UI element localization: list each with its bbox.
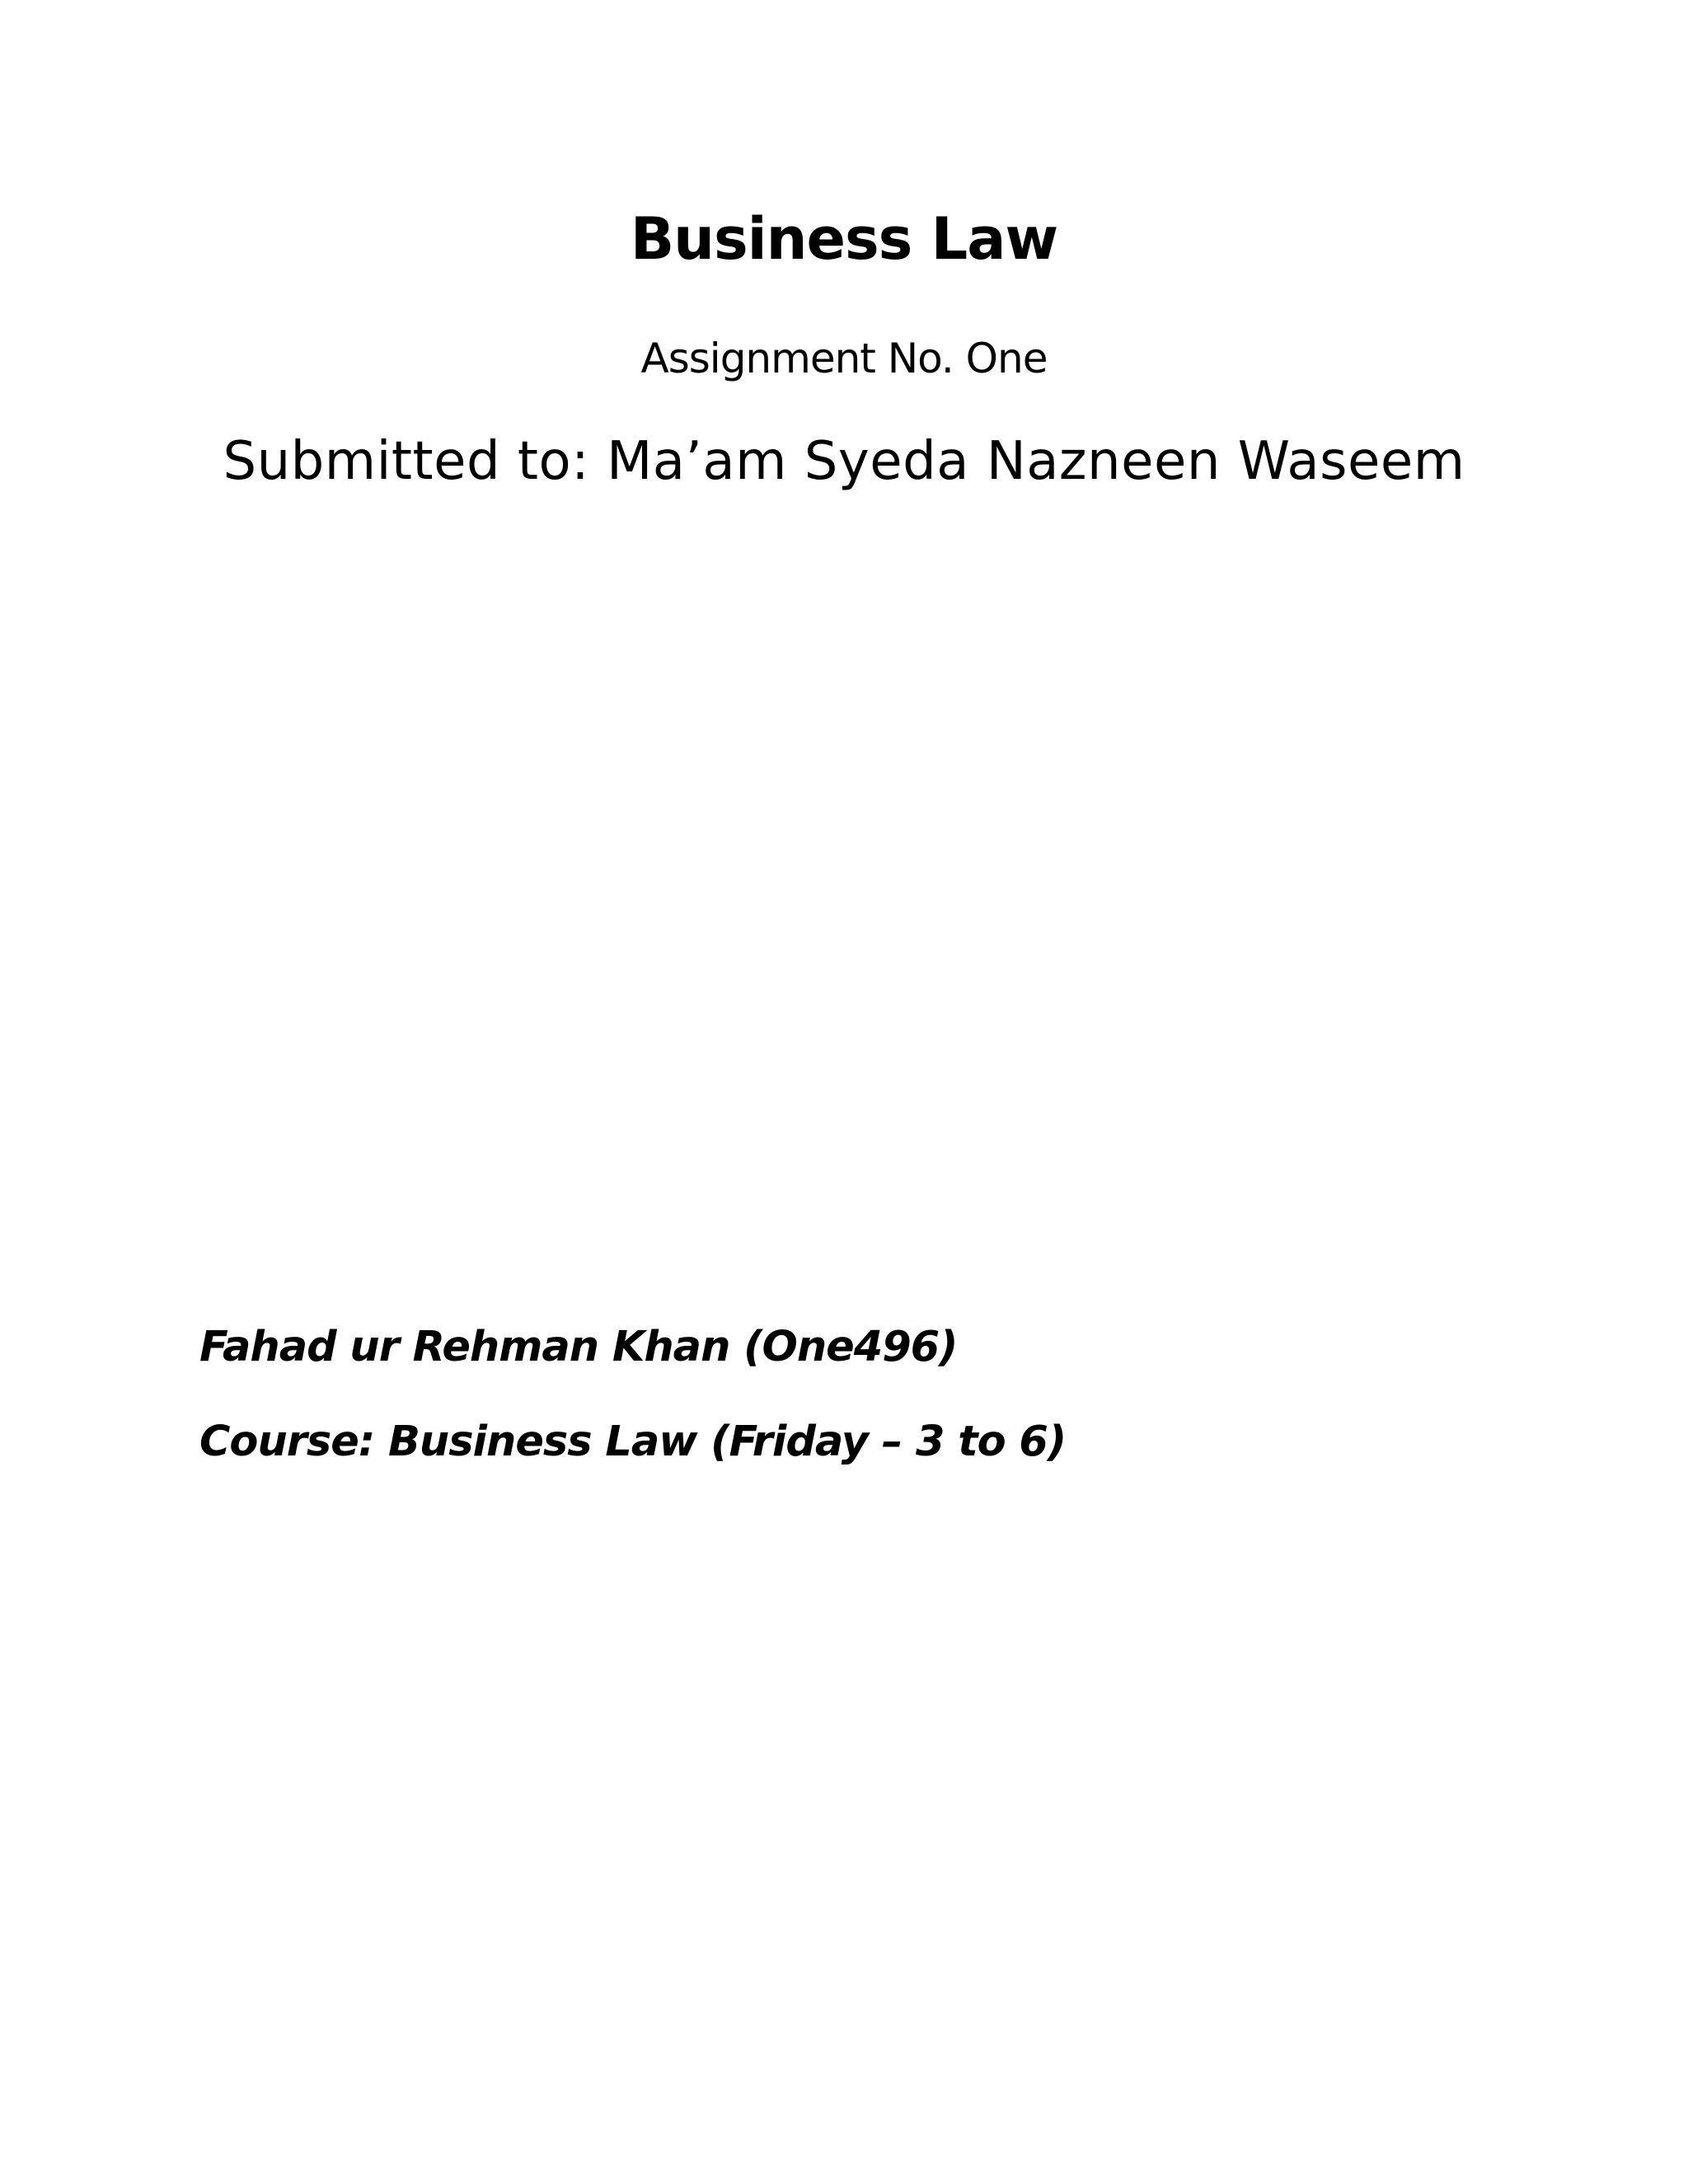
- submitted-to-line: Submitted to: Ma’am Syeda Nazneen Waseem: [223, 431, 1465, 492]
- course-line: Course: Business Law (Friday – 3 to 6): [199, 1418, 1067, 1466]
- document-title: Business Law: [630, 205, 1058, 273]
- assignment-number: Assignment No. One: [640, 335, 1048, 382]
- author-line: Fahad ur Rehman Khan (One496): [199, 1323, 958, 1371]
